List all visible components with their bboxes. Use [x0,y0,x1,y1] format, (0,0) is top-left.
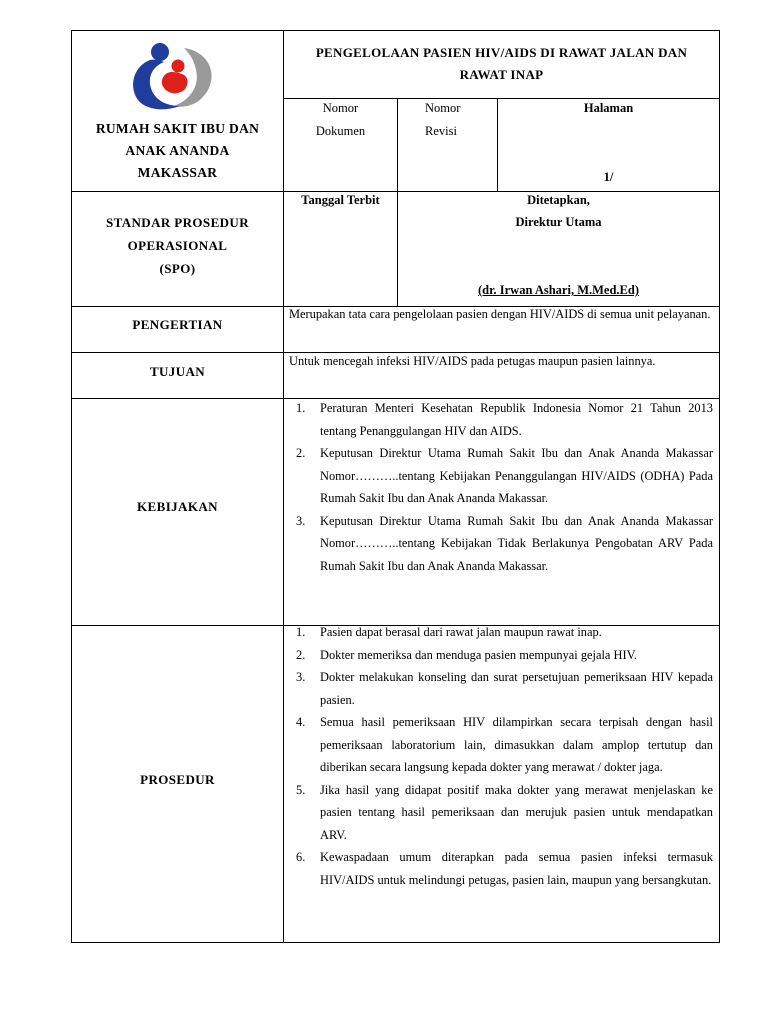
spo-label-line-2: OPERASIONAL [127,238,228,253]
prosedur-item-2 [284,644,713,667]
kebijakan-item-1-text: Peraturan Menteri Kesehatan Republik Indonesia Nomor 21 Tahun 2013 tentang Penanggulangan HIV dan AIDS. [320,401,713,438]
tujuan-label: TUJUAN [149,364,206,379]
kebijakan-item-1 [284,397,713,442]
prosedur-item-3-text: Dokter melakukan konseling dan surat persetujuan pemeriksaan HIV kepada pasien. [320,670,713,707]
document-title-line-2: RAWAT INAP [459,67,544,82]
prosedur-item-6-number: 6. [296,850,306,864]
spo-label [72,211,283,280]
page-label: Halaman [583,101,634,115]
hospital-name-line-2: ANAK ANANDA [125,143,230,158]
prosedur-item-2-text: Dokter memeriksa dan menduga pasien mempunyai gejala HIV. [320,647,638,662]
page-value: 1/ [603,170,614,184]
hospital-name [72,118,283,184]
prosedur-item-1-text: Pasien dapat berasal dari rawat jalan maupun rawat inap. [320,625,602,639]
prosedur-label: PROSEDUR [140,772,215,787]
prosedur-item-1-number: 1. [296,625,306,639]
table-border-bottom [71,942,720,943]
prosedur-item-5 [284,779,713,847]
prosedur-item-6-text: Kewaspadaan umum diterapkan pada semua pasien infeksi termasuk HIV/AIDS untuk melindungi petugas, pasien lain, maupun yang bersangkutan. [320,850,713,887]
doc-number-label [284,97,397,143]
prosedur-item-2-number: 2. [296,647,306,662]
spo-label-line-3: (SPO) [159,261,196,276]
hospital-name-line-3: MAKASSAR [137,165,218,180]
kebijakan-item-2 [284,442,713,510]
approved-label: Ditetapkan, [527,193,590,207]
prosedur-item-1 [284,621,713,644]
approver-title: Direktur Utama [515,215,602,229]
prosedur-item-4-number: 4. [296,715,306,729]
approver-name: (dr. Irwan Ashari, M.Med.Ed) [477,283,639,297]
revision-label [425,97,495,143]
kebijakan-item-2-number: 2. [296,446,306,460]
revision-label-line-1: Nomor [425,101,461,115]
hospital-logo-mother-child-icon [124,40,222,110]
pengertian-text: Merupakan tata cara pengelolaan pasien dengan HIV/AIDS di semua unit pelayanan. [289,307,711,321]
kebijakan-item-3-number: 3. [296,513,306,528]
table-border-right [719,30,720,943]
kebijakan-item-3 [284,510,713,578]
kebijakan-item-2-text: Keputusan Direktur Utama Rumah Sakit Ibu dan Anak Ananda Makassar Nomor………..tentang Kebijakan Penanggulangan HIV/AIDS (ODHA) Pada Rumah Sakit Ibu dan Anak Ananda Makassar. [320,446,713,505]
kebijakan-item-1-number: 1. [296,401,306,415]
table-border-top [71,30,720,31]
issue-date-label: Tanggal Terbit [301,193,380,207]
tujuan-text: Untuk mencegah infeksi HIV/AIDS pada petugas maupun pasien lainnya. [289,354,656,368]
doc-number-label-line-2: Dokumen [315,124,366,138]
document-title [284,42,719,86]
prosedur-item-6 [284,846,713,891]
kebijakan-label: KEBIJAKAN [137,499,218,514]
prosedur-item-5-text: Jika hasil yang didapat positif maka dokter yang merawat menjelaskan ke pasien tentang hasil pemeriksaan dan merujuk pasien untuk mendapatkan ARV. [320,782,713,842]
prosedur-item-4-text: Semua hasil pemeriksaan HIV dilampirkan secara terpisah dengan hasil pemeriksaan laboratorium lain, dimasukkan dalam amplop tertutup dan diberikan secara langsung kepada dokter yang merawat / dokter jaga. [320,715,713,774]
prosedur-item-5-number: 5. [296,782,306,797]
doc-number-label-line-1: Nomor [322,101,359,115]
pengertian-label: PENGERTIAN [132,317,223,332]
revision-label-line-2: Revisi [425,124,457,138]
document-title-line-1: PENGELOLAAN PASIEN HIV/AIDS DI RAWAT JALAN DAN [315,45,688,60]
kebijakan-list [284,397,713,577]
kebijakan-item-3-text: Keputusan Direktur Utama Rumah Sakit Ibu dan Anak Ananda Makassar Nomor………..tentang Kebijakan Tidak Berlakunya Pengobatan ARV Pada Rumah Sakit Ibu dan Anak Ananda Makassar. [320,513,713,573]
prosedur-item-3-number: 3. [296,670,306,684]
prosedur-item-4 [284,711,713,779]
prosedur-item-3 [284,666,713,711]
hospital-name-line-1: RUMAH SAKIT IBU DAN [95,121,260,136]
spo-label-line-1: STANDAR PROSEDUR [105,215,250,230]
prosedur-list [284,621,713,891]
